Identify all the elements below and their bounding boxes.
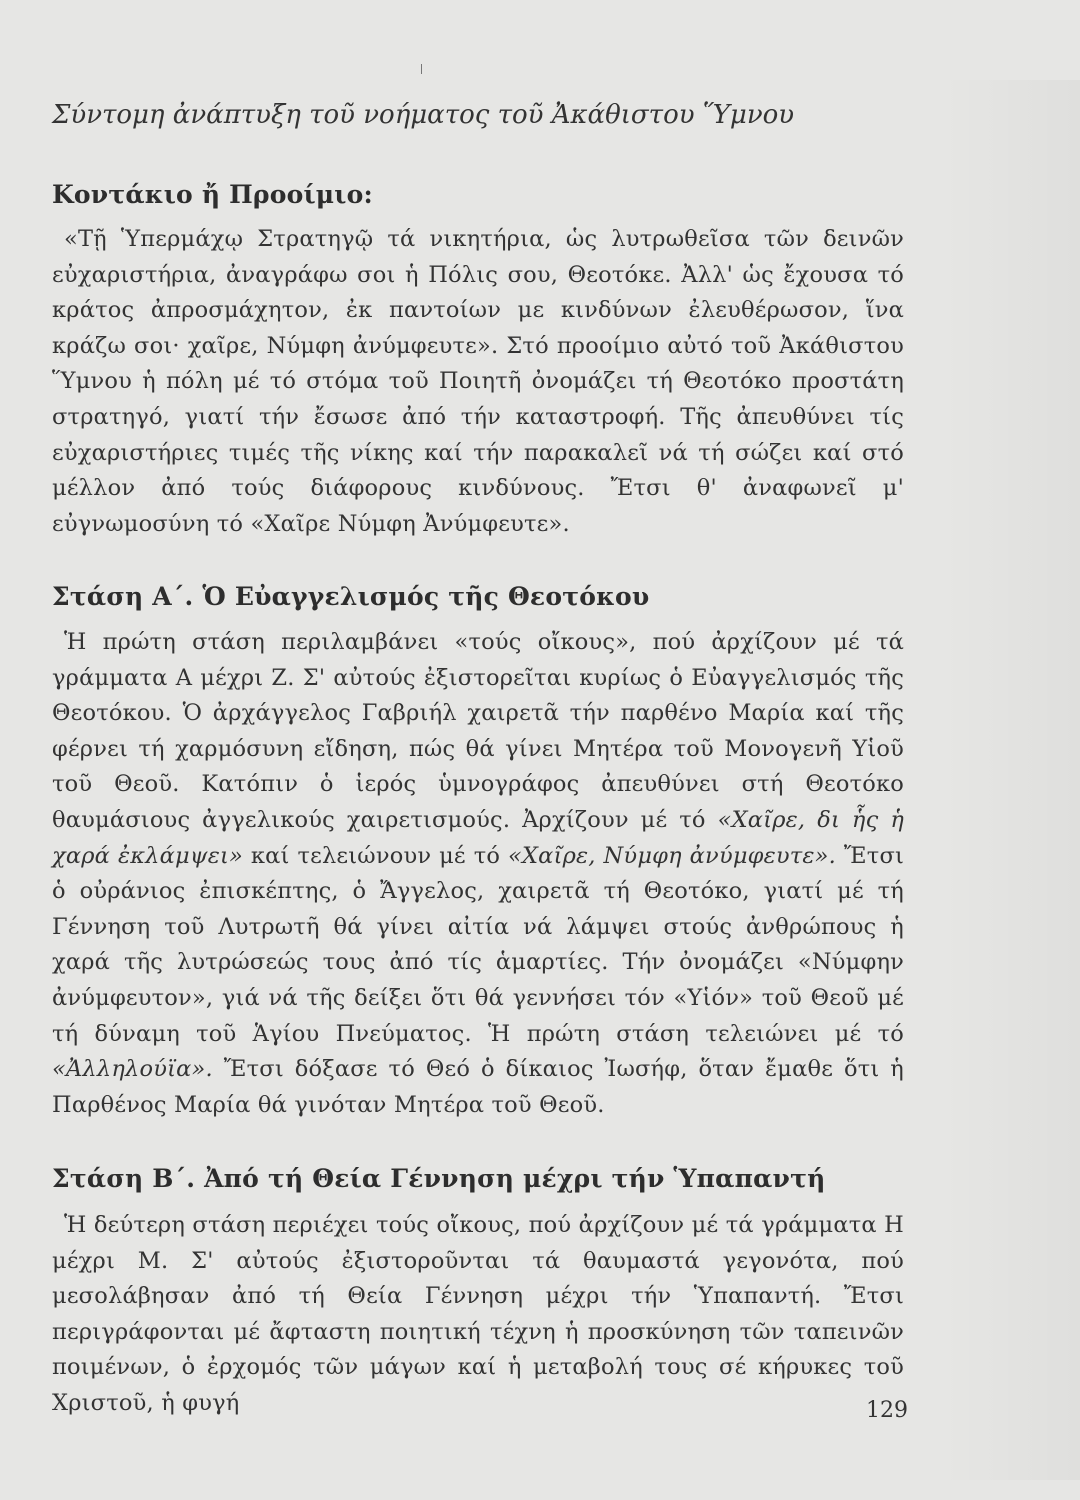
page-number: 129 xyxy=(866,1398,908,1423)
quote-allilouia: «Ἀλληλούϊα». xyxy=(52,1056,213,1083)
paragraph-stasi-a: Ἡ πρώτη στάση περιλαμβάνει «τούς οἴκους», πού ἀρχίζουν μέ τά γράμματα Α μέχρι Ζ. Σ' αὐτούς ἐξιστορεῖται κυρίως ὁ Εὐαγγελισμός τῆς Θεοτόκου. Ὁ ἀρχάγγελος Γαβριήλ χαιρετᾶ τήν παρθένο Μαρία καί τῆς φέρνει τή χαρμόσυνη εἴδηση, πώς θά γίνει Μητέρα τοῦ Μονογενῆ Υἱοῦ τοῦ Θεοῦ. Κατόπιν ὁ ἱερός ὑμνογράφος ἀπευθύνει στή Θεοτόκο θαυμάσιους ἀγγελικούς χαιρετισμούς. Ἀρχίζουν μέ τό «Χαῖρε, δι ἧς ἡ χαρά ἐκλάμψει» καί τελειώνουν μέ τό «Χαῖρε, Νύμφη ἀνύμφευτε». Ἔτσι ὁ οὐράνιος ἐπισκέπτης, ὁ Ἄγγελος, χαιρετᾶ τή Θεοτόκο, γιατί μέ τή Γέννηση τοῦ Λυτρωτῆ θά γίνει αἰτία νά λάμψει στούς ἀνθρώπους ἡ χαρά τῆς λυτρώσεώς τους ἀπό τίς ἁμαρτίες. Τήν ὀνομάζει «Νύμφην ἀνύμφευτον», γιά νά τῆς δείξει ὅτι θά γεννήσει τόν «Υἱόν» τοῦ Θεοῦ μέ τή δύναμη τοῦ Ἁγίου Πνεύματος. Ἡ πρώτη στάση τελειώνει μέ τό «Ἀλληλούϊα». Ἔτσι δόξασε τό Θεό ὁ δίκαιος Ἰωσήφ, ὅταν ἔμαθε ὅτι ἡ Παρθένος Μαρία θά γινόταν Μητέρα τοῦ Θεοῦ. xyxy=(52,629,905,1118)
paragraph-stasi-b: Ἡ δεύτερη στάση περιέχει τούς οἴκους, πού ἀρχίζουν μέ τά γράμματα Η μέχρι Μ. Σ' αὐτούς ἐξιστοροῦνται τά θαυμαστά γεγονότα, πού μεσολάβησαν ἀπό τή Θεία Γέννηση μέχρι τήν Ὑπαπαντή. Ἔτσι περιγράφονται μέ ἄφταστη ποιητική τέχνη ἡ προσκύνηση τῶν ταπεινῶν ποιμένων, ὁ ἐρχομός τῶν μάγων καί ἡ μεταβολή τους σέ κήρυκες τοῦ Χριστοῦ, ἡ φυγή xyxy=(52,1212,904,1416)
paragraph-kontakio: «Τῇ Ὑπερμάχῳ Στρατηγῷ τά νικητήρια, ὡς λυτρωθεῖσα τῶν δεινῶν εὐχαριστήρια, ἀναγράφω σοι ἡ Πόλις σου, Θεοτόκε. Ἀλλ' ὡς ἔχουσα τό κράτος ἀπροσμάχητον, ἐκ παντοίων με κινδύνων ἐλευθέρωσον, ἵνα κράζω σοι· χαῖρε, Νύμφη ἀνύμφευτε». Στό προοίμιο αὐτό τοῦ Ἀκάθιστου Ὕμνου ἡ πόλη μέ τό στόμα τοῦ Ποιητῆ ὀνομάζει τή Θεοτόκο προστάτη στρατηγό, γιατί τήν ἔσωσε ἀπό τήν καταστροφή. Τῆς ἀπευθύνει τίς εὐχαριστήριες τιμές τῆς νίκης καί τήν παρακαλεῖ νά τή σώζει καί στό μέλλον ἀπό τούς διάφορους κινδύνους. Ἔτσι θ' ἀναφωνεῖ μ' εὐγνωμοσύνη τό «Χαῖρε Νύμφη Ἀνύμφευτε». xyxy=(52,226,904,537)
page-title: Σύντομη ἀνάπτυξη τοῦ νοήματος τοῦ Ἀκάθιστου Ὕμνου xyxy=(52,100,795,130)
page-shadow xyxy=(940,80,1080,1480)
quote-chaire-di-is: «Χαῖρε, δι ἧς ἡ χαρά ἐκλάμψει» xyxy=(52,806,904,869)
section-heading-kontakio: Κοντάκιο ἤ Προοίμιο: xyxy=(52,180,373,209)
section-heading-stasi-a: Στάση Α΄. Ὁ Εὐαγγελισμός τῆς Θεοτόκου xyxy=(52,582,650,611)
printer-mark xyxy=(421,64,422,74)
quote-chaire-nymfi: «Χαῖρε, Νύμφη ἀνύμφευτε». xyxy=(508,842,836,869)
section-heading-stasi-b: Στάση Β΄. Ἀπό τή Θεία Γέννηση μέχρι τήν Ὑπαπαντή xyxy=(52,1164,826,1193)
